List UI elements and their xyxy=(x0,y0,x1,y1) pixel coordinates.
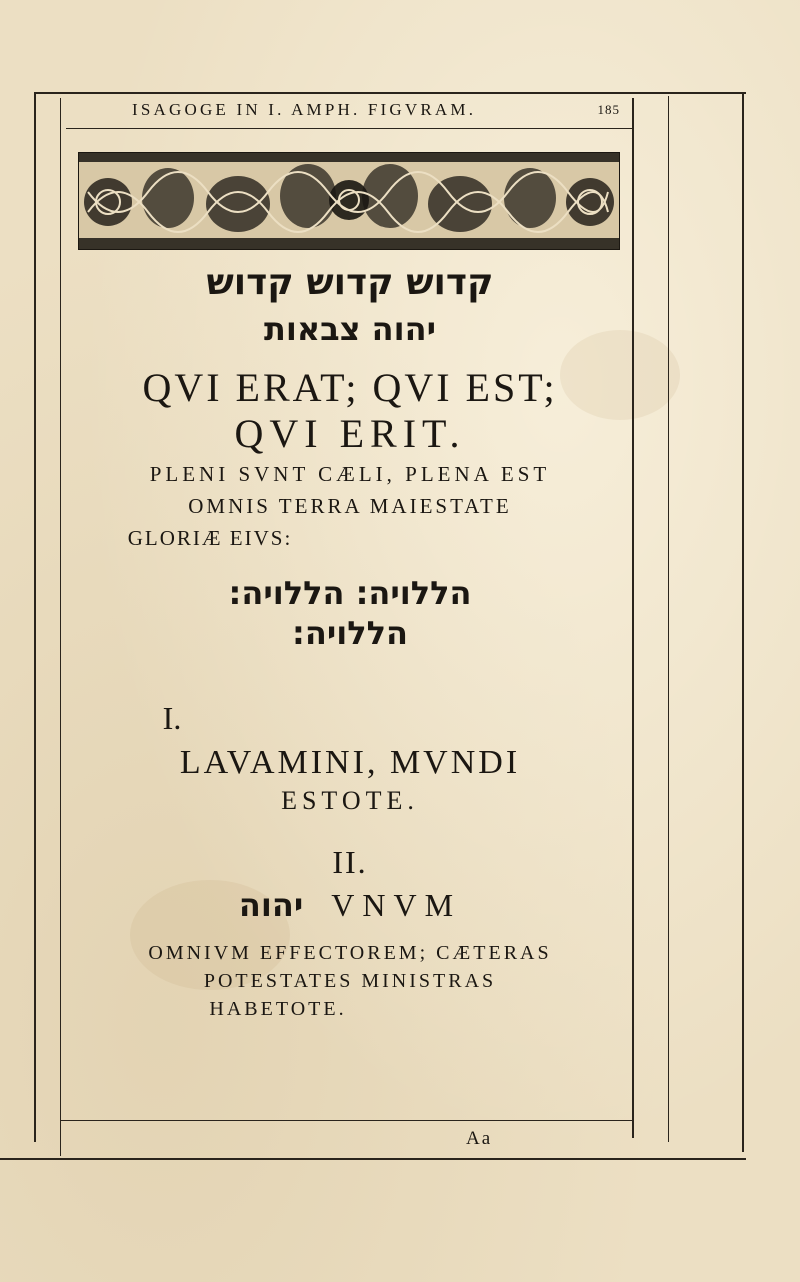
hebrew-halleluia-1: הללויה: הללויה: xyxy=(228,574,472,612)
pleni-line-1: PLENI SVNT CÆLI, PLENA EST xyxy=(149,462,551,486)
unum-word: VNVM xyxy=(331,887,462,923)
hebrew-halleluia-2: הללויה: xyxy=(292,614,408,652)
pleni-line-3: GLORIÆ EIVS: xyxy=(127,526,293,550)
qui-erit-line: QVI ERIT. xyxy=(234,411,466,456)
omnium-line-1: OMNIVM EFFECTOREM; CÆTERAS xyxy=(148,942,552,964)
qui-erat-line: QVI ERAT; QVI EST; xyxy=(142,365,558,410)
running-head xyxy=(88,100,628,124)
hebrew-yhwh-tzevaot: יהוה צבאות xyxy=(263,310,437,348)
estote-line: ESTOTE. xyxy=(281,786,419,815)
lavamini-line: LAVAMINI, MVNDI xyxy=(179,744,521,781)
frame-left-outer xyxy=(34,92,36,1142)
frame-right-outer xyxy=(742,92,744,1152)
omnium-line-3: HABETOTE. xyxy=(209,998,347,1020)
hebrew-yhwh: יהוה xyxy=(238,886,304,924)
hebrew-kadosh: קדוש קדוש קדוש xyxy=(206,262,494,303)
frame-right-mid xyxy=(668,96,669,1142)
frame-right-inner xyxy=(632,98,634,1138)
omnium-line-2: POTESTATES MINISTRAS xyxy=(203,970,497,992)
foot-rule xyxy=(60,1120,632,1121)
signature-mark: Aa xyxy=(466,1128,493,1149)
head-underline xyxy=(66,128,632,129)
section-one-numeral: I. xyxy=(162,700,182,736)
bottom-rule xyxy=(0,1158,746,1160)
running-head-title: ISAGOGE IN I. AMPH. FIGVRAM. xyxy=(132,100,477,119)
section-two-numeral: II. xyxy=(332,844,368,880)
woodcut-headpiece xyxy=(78,152,620,250)
page-number: 185 xyxy=(597,102,620,117)
frame-top-rule xyxy=(34,92,746,94)
pleni-line-2: OMNIS TERRA MAIESTATE xyxy=(188,494,512,518)
yhwh-unum-line xyxy=(90,886,610,924)
